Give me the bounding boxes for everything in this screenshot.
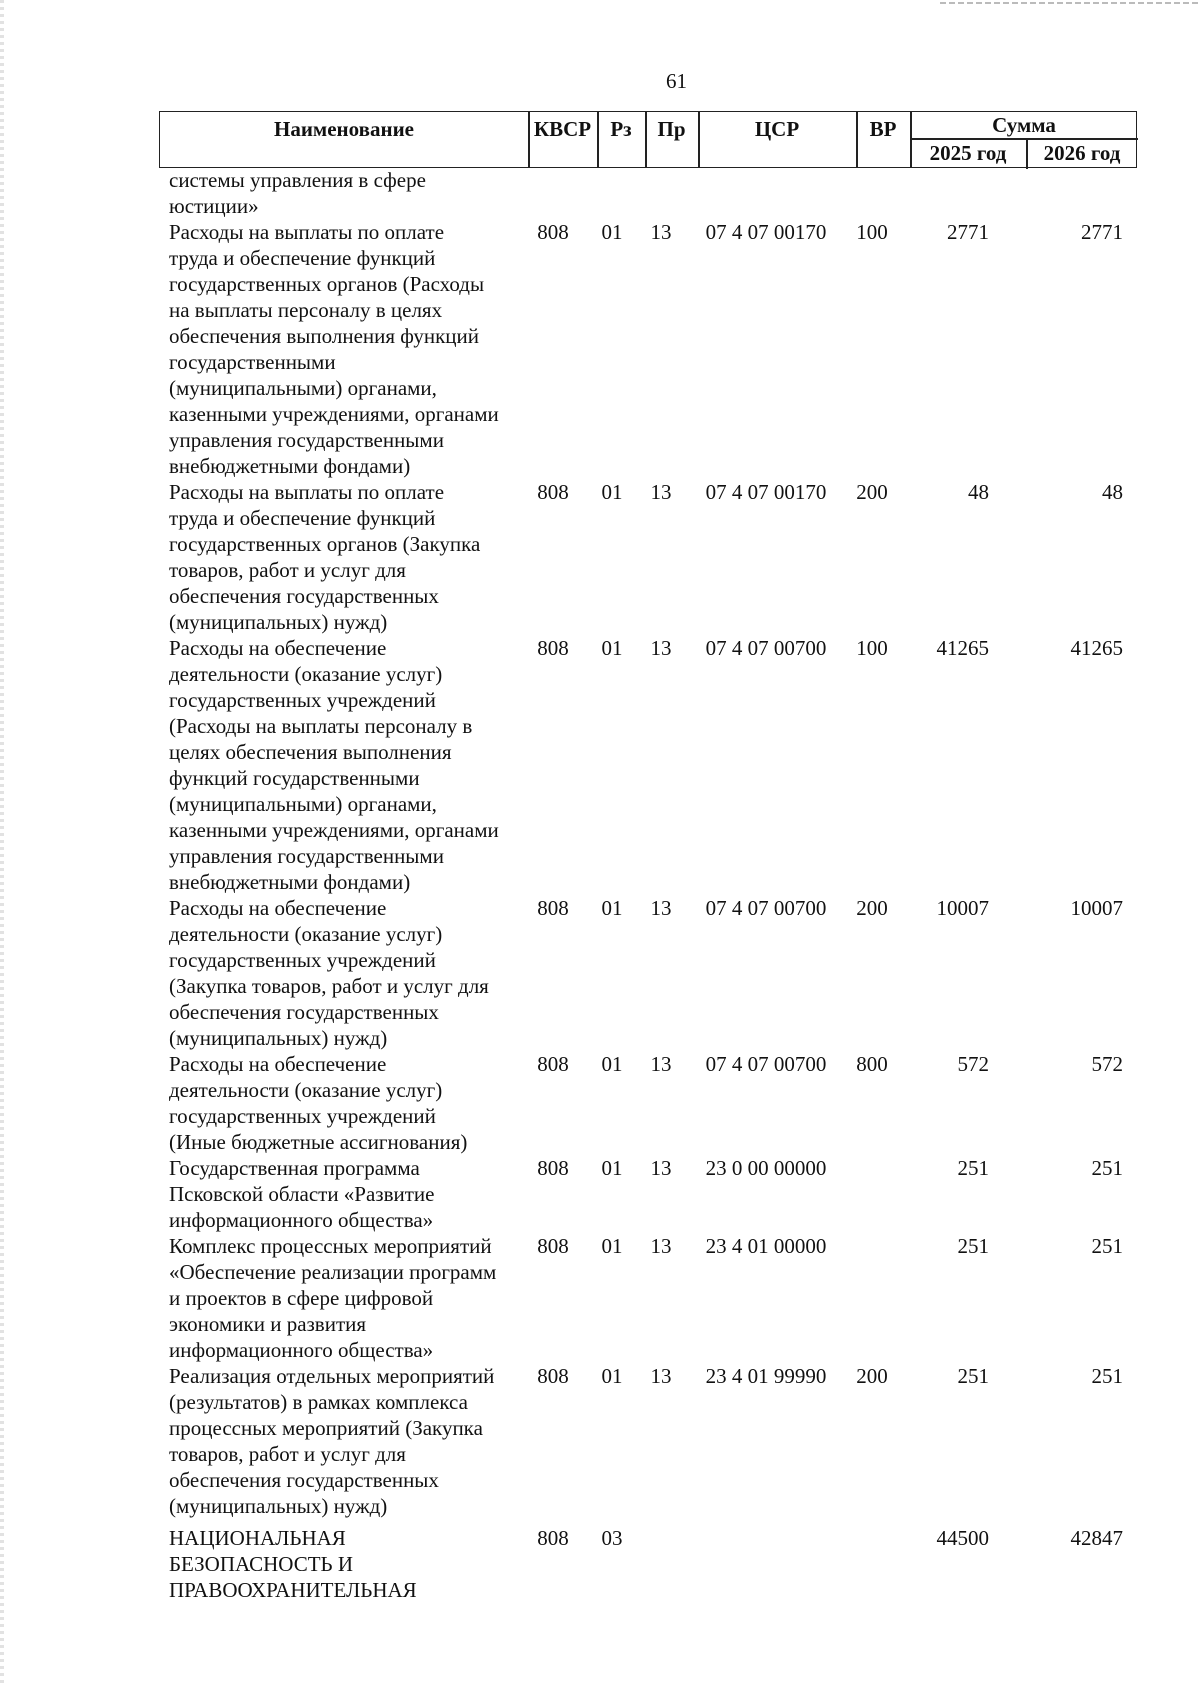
table-row bbox=[159, 167, 1137, 219]
cell-kvsr: 808 bbox=[537, 480, 569, 504]
cell-2026: 251 bbox=[1091, 1156, 1123, 1180]
cell-2026: 2771 bbox=[1081, 220, 1123, 244]
cell-csr: 23 4 01 99990 bbox=[705, 1364, 827, 1388]
cell-csr: 07 4 07 00700 bbox=[705, 896, 827, 920]
cell-rz: 01 bbox=[601, 1052, 623, 1076]
cell-vr: 100 bbox=[856, 220, 888, 244]
cell-rz: 01 bbox=[601, 220, 623, 244]
cell-rz: 01 bbox=[601, 896, 623, 920]
cell-rz: 01 bbox=[601, 1156, 623, 1180]
cell-kvsr: 808 bbox=[537, 636, 569, 660]
cell-2025: 44500 bbox=[936, 1526, 989, 1550]
cell-pr: 13 bbox=[650, 220, 672, 244]
cell-csr: 07 4 07 00700 bbox=[705, 636, 827, 660]
cell-name: Реализация отдельных мероприятий (результатов) в рамках комплекса процессных мероприятий (Закупка товаров, работ и услуг для обеспечения государственных (муниципальных) нужд) bbox=[169, 1364, 495, 1518]
cell-vr: 100 bbox=[856, 636, 888, 660]
table-header bbox=[159, 111, 1137, 168]
header-year-2025: 2025 год bbox=[929, 141, 1007, 165]
cell-2025: 572 bbox=[957, 1052, 989, 1076]
table-row bbox=[159, 895, 1137, 1051]
cell-kvsr: 808 bbox=[537, 220, 569, 244]
cell-csr: 23 4 01 00000 bbox=[705, 1234, 827, 1258]
cell-name: Расходы на обеспечение деятельности (оказание услуг) государственных учреждений (Иные бюджетные ассигнования) bbox=[169, 1052, 468, 1154]
table-row bbox=[159, 1525, 1137, 1603]
cell-pr: 13 bbox=[650, 1156, 672, 1180]
table-row bbox=[159, 219, 1137, 479]
cell-csr: 07 4 07 00170 bbox=[705, 220, 827, 244]
cell-vr: 200 bbox=[856, 896, 888, 920]
cell-kvsr: 808 bbox=[537, 1526, 569, 1550]
header-pr: Пр bbox=[657, 117, 686, 141]
cell-kvsr: 808 bbox=[537, 1364, 569, 1388]
header-rz: Рз bbox=[610, 117, 632, 141]
cell-vr: 200 bbox=[856, 480, 888, 504]
header-name: Наименование bbox=[274, 117, 414, 141]
scan-edge bbox=[0, 0, 4, 1686]
cell-csr bbox=[687, 1525, 845, 1603]
cell-2026: 41265 bbox=[1070, 636, 1123, 660]
cell-pr bbox=[635, 167, 687, 219]
table-row bbox=[159, 479, 1137, 635]
header-kvsr: КВСР bbox=[533, 117, 592, 141]
cell-pr: 13 bbox=[650, 1364, 672, 1388]
cell-vr bbox=[845, 1233, 899, 1363]
cell-2026: 572 bbox=[1091, 1052, 1123, 1076]
cell-rz: 01 bbox=[601, 480, 623, 504]
cell-name: Расходы на выплаты по оплате труда и обеспечение функций государственных органов (Закупка товаров, работ и услуг для обеспечения государственных (муниципальных) нужд) bbox=[169, 480, 481, 634]
cell-2026: 251 bbox=[1091, 1364, 1123, 1388]
cell-vr: 800 bbox=[856, 1052, 888, 1076]
cell-name: Расходы на обеспечение деятельности (оказание услуг) государственных учреждений (Расходы на выплаты персоналу в целях обеспечения выполнения функций государственными (муниципальными) органами, казенными учреждениями, органами управления государственными внебюджетными фондами) bbox=[169, 636, 499, 894]
cell-pr: 13 bbox=[650, 636, 672, 660]
header-csr: ЦСР bbox=[754, 117, 800, 141]
header-year-2026: 2026 год bbox=[1043, 141, 1121, 165]
cell-name: Расходы на выплаты по оплате труда и обеспечение функций государственных органов (Расходы на выплаты персоналу в целях обеспечения выполнения функций государственными (муниципальными) органами, казенными учреждениями, органами управления государственными внебюджетными фондами) bbox=[169, 220, 499, 478]
cell-pr: 13 bbox=[650, 480, 672, 504]
cell-kvsr bbox=[517, 167, 589, 219]
cell-kvsr: 808 bbox=[537, 896, 569, 920]
cell-2026: 10007 bbox=[1070, 896, 1123, 920]
cell-rz: 03 bbox=[601, 1526, 623, 1550]
table-body bbox=[159, 167, 1137, 1603]
cell-2026: 48 bbox=[1102, 480, 1123, 504]
header-vr: ВР bbox=[869, 117, 897, 141]
cell-csr: 23 0 00 00000 bbox=[705, 1156, 827, 1180]
cell-pr: 13 bbox=[650, 1052, 672, 1076]
page-number: 61 bbox=[666, 69, 687, 93]
cell-kvsr: 808 bbox=[537, 1234, 569, 1258]
table-row bbox=[159, 635, 1137, 895]
cell-2025: 48 bbox=[968, 480, 989, 504]
cell-name: Комплекс процессных мероприятий «Обеспечение реализации программ и проектов в сфере цифровой экономики и развития информационного общества» bbox=[169, 1234, 497, 1362]
cell-pr bbox=[635, 1525, 687, 1603]
cell-csr: 07 4 07 00170 bbox=[705, 480, 827, 504]
cell-kvsr: 808 bbox=[537, 1052, 569, 1076]
cell-2025: 251 bbox=[957, 1364, 989, 1388]
table-row bbox=[159, 1233, 1137, 1363]
header-sum: Сумма bbox=[992, 113, 1056, 137]
header-divider bbox=[910, 138, 1138, 140]
cell-csr bbox=[687, 167, 845, 219]
cell-2025 bbox=[899, 167, 1017, 219]
cell-kvsr: 808 bbox=[537, 1156, 569, 1180]
scan-top-mark bbox=[940, 2, 1200, 4]
table-row bbox=[159, 1363, 1137, 1519]
cell-rz: 01 bbox=[601, 1234, 623, 1258]
cell-name: НАЦИОНАЛЬНАЯ БЕЗОПАСНОСТЬ И ПРАВООХРАНИТЕЛЬНАЯ bbox=[169, 1526, 417, 1602]
cell-rz bbox=[589, 167, 635, 219]
cell-pr: 13 bbox=[650, 1234, 672, 1258]
cell-2026: 251 bbox=[1091, 1234, 1123, 1258]
cell-pr: 13 bbox=[650, 896, 672, 920]
cell-2026: 42847 bbox=[1070, 1526, 1123, 1550]
table-row bbox=[159, 1051, 1137, 1155]
cell-2025: 251 bbox=[957, 1156, 989, 1180]
cell-rz: 01 bbox=[601, 636, 623, 660]
cell-2025: 41265 bbox=[936, 636, 989, 660]
cell-2025: 10007 bbox=[936, 896, 989, 920]
cell-rz: 01 bbox=[601, 1364, 623, 1388]
cell-vr: 200 bbox=[856, 1364, 888, 1388]
cell-vr bbox=[845, 1525, 899, 1603]
cell-name: Расходы на обеспечение деятельности (оказание услуг) государственных учреждений (Закупка товаров, работ и услуг для обеспечения государственных (муниципальных) нужд) bbox=[169, 896, 489, 1050]
cell-2025: 2771 bbox=[947, 220, 989, 244]
cell-name: Государственная программа Псковской области «Развитие информационного общества» bbox=[169, 1156, 435, 1232]
cell-vr bbox=[845, 167, 899, 219]
cell-vr bbox=[845, 1155, 899, 1233]
cell-2025: 251 bbox=[957, 1234, 989, 1258]
cell-csr: 07 4 07 00700 bbox=[705, 1052, 827, 1076]
table-row bbox=[159, 1155, 1137, 1233]
cell-2026 bbox=[1017, 167, 1137, 219]
cell-name: системы управления в сфере юстиции» bbox=[169, 168, 426, 218]
